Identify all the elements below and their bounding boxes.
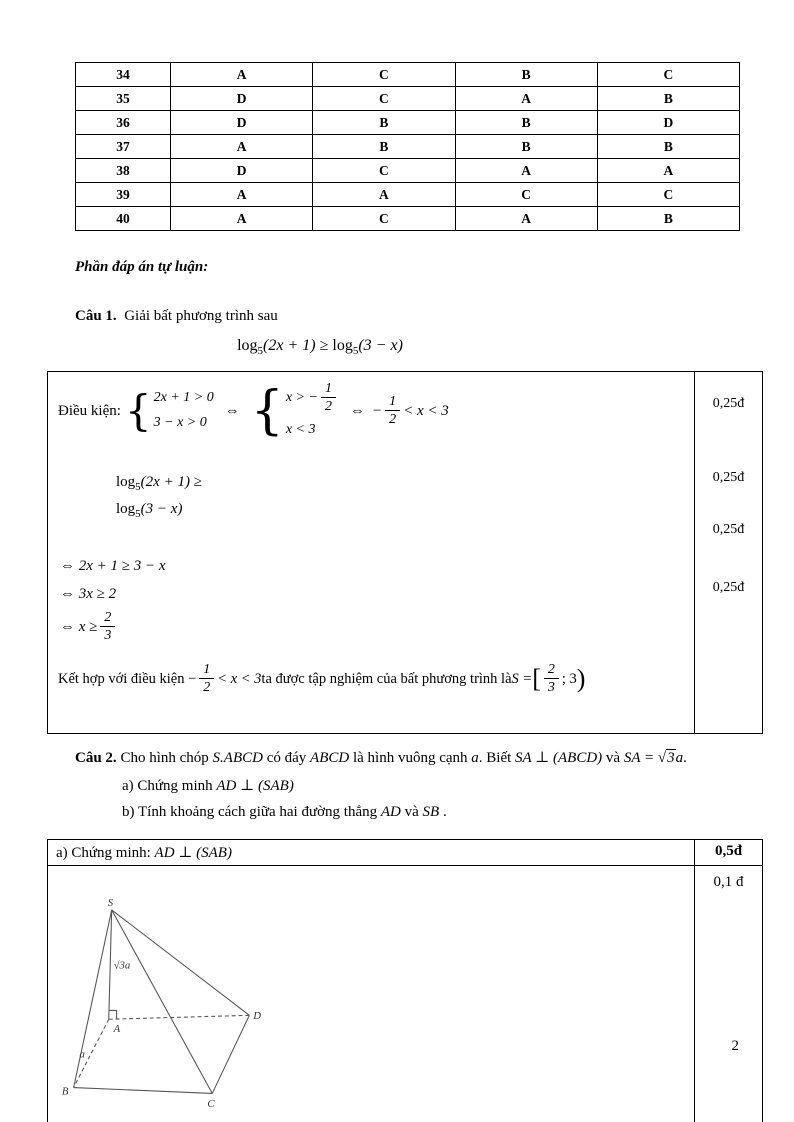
edge-sa	[109, 910, 112, 1019]
iff-symbol: ⇔	[349, 402, 365, 419]
math-expression: (2x + 1) ≥	[263, 337, 329, 354]
math-expression: SB	[422, 804, 440, 821]
answer-cell: A	[313, 183, 455, 207]
question-number: 35	[76, 87, 171, 111]
answer-cell: B	[455, 135, 597, 159]
fraction	[199, 661, 214, 697]
left-brace: {	[250, 380, 284, 441]
question-2	[75, 748, 740, 767]
denominator: 2	[321, 397, 336, 416]
edge-sc	[112, 910, 213, 1094]
question-2-text: .	[683, 750, 687, 767]
condition-label: Điều kiện:	[58, 402, 121, 419]
solution-step-condition	[58, 380, 684, 441]
part-text: và	[404, 804, 419, 821]
solution-step-4	[60, 609, 684, 645]
log-operator: log	[116, 501, 136, 518]
question-2-text: và	[605, 750, 621, 767]
solution-row-a	[48, 840, 762, 866]
question-number: 36	[76, 111, 171, 135]
question-1-formula	[75, 337, 565, 357]
question-number: 40	[76, 207, 171, 231]
numerator: 2	[547, 662, 555, 678]
question-1	[75, 308, 794, 325]
figure-edges	[74, 910, 250, 1094]
answer-cell: C	[313, 207, 455, 231]
question-1-label: Câu 1.	[75, 308, 117, 324]
fraction	[385, 393, 400, 429]
edge-sd	[112, 910, 250, 1015]
log-operator: log	[116, 474, 136, 491]
points-value: 0,1 đ	[694, 866, 762, 1122]
question-number: 38	[76, 159, 171, 183]
conclusion-text: ta được tập nghiệm của bất phương trình là	[261, 671, 512, 688]
solution-steps	[48, 372, 762, 733]
iff-symbol: ⇔	[224, 402, 240, 419]
solution-row-a-text	[48, 840, 694, 865]
numerator: 1	[389, 393, 397, 409]
log-base: 5	[257, 345, 264, 358]
vertex-label-c: C	[207, 1098, 215, 1111]
denominator: 3	[100, 626, 115, 645]
answer-cell: B	[597, 87, 739, 111]
math-expression: < x < 3	[217, 671, 262, 688]
answer-cell: A	[171, 63, 313, 87]
cases-stack	[286, 380, 339, 441]
table-row	[76, 111, 740, 135]
answer-cell: D	[171, 111, 313, 135]
math-expression: x > −	[285, 390, 318, 406]
numerator: 2	[104, 610, 112, 626]
case-line: x < 3	[285, 422, 316, 438]
edge-length-ab: a	[79, 1048, 85, 1061]
points-value: 0,25đ	[712, 396, 745, 412]
numerator: 1	[324, 381, 332, 397]
answer-cell: D	[597, 111, 739, 135]
question-number: 37	[76, 135, 171, 159]
sqrt-symbol: √	[657, 750, 667, 767]
math-expression: ⇔ x ≥	[60, 619, 98, 636]
system-of-inequalities	[125, 387, 214, 434]
table-row	[76, 159, 740, 183]
system-of-inequalities	[251, 380, 339, 441]
cases-stack	[154, 387, 214, 434]
answer-cell: A	[455, 87, 597, 111]
part-text: Tính khoảng cách giữa hai đường thẳng	[137, 804, 378, 821]
right-paren: )	[576, 664, 586, 694]
log-base: 5	[135, 508, 141, 521]
points-value: 0,5đ	[694, 840, 762, 865]
math-expression: SA ⊥ (ABCD)	[515, 750, 603, 767]
answer-cell: A	[455, 207, 597, 231]
answer-cell: B	[597, 207, 739, 231]
answer-cell: C	[313, 87, 455, 111]
points-value: 0,25đ	[712, 580, 745, 596]
answer-cell: B	[313, 135, 455, 159]
answer-cell: A	[171, 183, 313, 207]
points-column	[694, 372, 762, 733]
math-expression: (3 − x)	[358, 337, 403, 354]
left-bracket: [	[532, 664, 541, 694]
question-number: 39	[76, 183, 171, 207]
math-expression: SA =	[623, 750, 655, 767]
log-operator: log	[237, 337, 258, 354]
radicand: 3	[667, 750, 675, 767]
answer-key-table	[75, 62, 740, 231]
log-base: 5	[352, 345, 359, 358]
answer-cell: A	[171, 135, 313, 159]
question-2-solution-table	[47, 839, 763, 1122]
figure-cell	[48, 866, 694, 1122]
math-expression: −	[371, 402, 383, 419]
essay-section-heading: Phần đáp án tự luận:	[75, 259, 209, 275]
conclusion-text: Kết hợp với điều kiện −	[58, 671, 197, 688]
case-line: 3 − x > 0	[153, 415, 207, 431]
answer-cell: A	[455, 159, 597, 183]
proof-label: a) Chứng minh:	[56, 845, 151, 862]
vertex-label-a: A	[113, 1023, 121, 1036]
math-expression: ABCD	[310, 750, 350, 767]
part-label: a)	[122, 778, 134, 795]
solution-row-figure	[48, 866, 762, 1122]
points-value: 0,25đ	[712, 522, 745, 538]
answer-cell: B	[597, 135, 739, 159]
right-angle-marker	[109, 1011, 117, 1020]
edge-bc	[74, 1088, 213, 1094]
vertex-label-s: S	[107, 897, 114, 910]
math-expression: AD	[380, 804, 401, 821]
math-expression: a	[471, 750, 479, 767]
answer-cell: C	[313, 63, 455, 87]
math-expression: ; 3	[561, 671, 577, 688]
table-row	[76, 183, 740, 207]
log-operator: log	[332, 337, 353, 354]
solution-step-3	[60, 583, 684, 605]
question-2-text: . Biết	[478, 750, 512, 767]
answer-cell: C	[597, 183, 739, 207]
points-value: 0,25đ	[712, 470, 745, 486]
answer-cell: C	[313, 159, 455, 183]
answer-cell: B	[455, 111, 597, 135]
math-expression: < x < 3	[403, 402, 449, 419]
answer-cell: B	[455, 63, 597, 87]
math-expression: a	[675, 750, 684, 767]
question-1-text: Giải bất phương trình sau	[124, 308, 278, 324]
denominator: 2	[199, 678, 214, 697]
solution-conclusion	[58, 661, 684, 697]
answer-cell: C	[597, 63, 739, 87]
question-2-part-a	[122, 776, 794, 795]
answer-cell: A	[597, 159, 739, 183]
math-expression: (3 − x)	[140, 501, 183, 518]
solution-step-2	[60, 555, 684, 577]
answer-cell: C	[455, 183, 597, 207]
question-2-text: Cho hình chóp	[120, 750, 209, 767]
edge-length-sa: √3a	[113, 959, 131, 972]
math-expression: (2x + 1) ≥	[140, 474, 202, 491]
math-expression: S =	[511, 671, 533, 688]
edge-sb	[74, 910, 112, 1088]
answer-cell: B	[313, 111, 455, 135]
numerator: 1	[203, 662, 211, 678]
answer-cell: D	[171, 159, 313, 183]
question-2-text: có đáy	[266, 750, 307, 767]
question-2-part-b	[122, 804, 794, 821]
case-line	[286, 380, 339, 416]
case-line: 2x + 1 > 0	[153, 390, 214, 406]
math-expression: AD ⊥ (SAB)	[154, 845, 232, 862]
pyramid-figure	[58, 896, 263, 1121]
log-base: 5	[135, 481, 141, 494]
solution-step-restate	[86, 449, 684, 547]
fraction	[100, 609, 115, 645]
table-row	[76, 63, 740, 87]
denominator: 2	[385, 410, 400, 429]
math-expression: ⇔ 3x ≥ 2	[60, 586, 117, 603]
fraction	[321, 380, 336, 416]
table-row	[76, 207, 740, 231]
math-expression: ⇔ 2x + 1 ≥ 3 − x	[60, 558, 166, 575]
table-row	[76, 87, 740, 111]
edge-ad-hidden	[109, 1016, 250, 1020]
math-expression: AD ⊥ (SAB)	[216, 778, 294, 795]
question-2-label: Câu 2.	[75, 750, 117, 767]
question-number: 34	[76, 63, 171, 87]
table-row	[76, 135, 740, 159]
page-number: 2	[731, 1038, 739, 1054]
vertex-label-d: D	[253, 1010, 261, 1023]
part-label: b)	[122, 804, 135, 821]
fraction	[544, 661, 559, 697]
denominator: 3	[544, 678, 559, 697]
part-text: .	[442, 804, 447, 821]
question-2-text: là hình vuông cạnh	[352, 750, 468, 767]
left-brace: {	[124, 385, 152, 435]
math-expression: S.ABCD	[212, 750, 263, 767]
vertex-label-b: B	[61, 1085, 69, 1098]
question-1-solution-table	[47, 371, 763, 734]
edge-cd	[212, 1016, 249, 1094]
answer-cell: D	[171, 87, 313, 111]
answer-cell: A	[171, 207, 313, 231]
part-text: Chứng minh	[137, 778, 213, 795]
